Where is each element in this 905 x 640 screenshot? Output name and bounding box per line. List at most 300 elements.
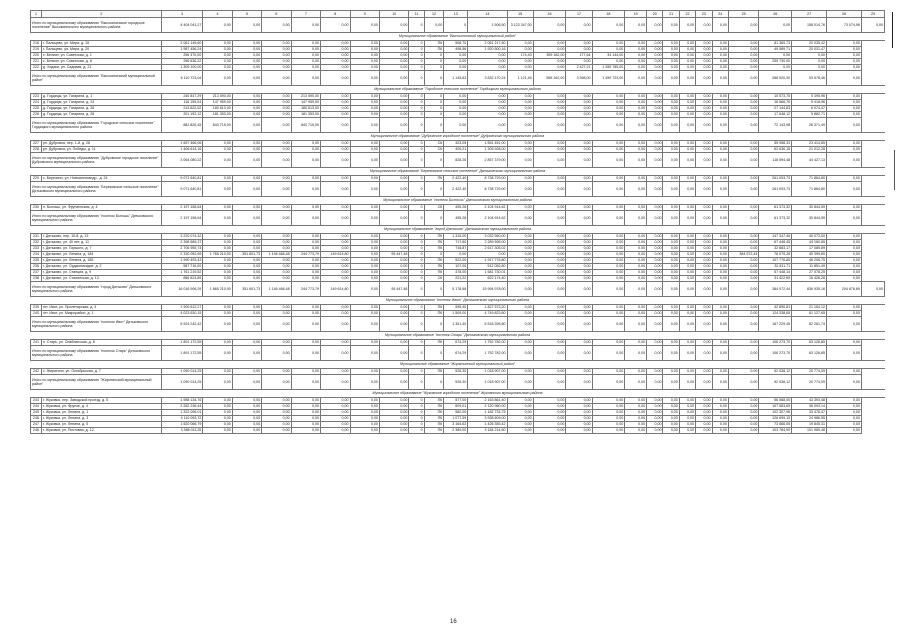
subtotal-value: 843 715,00 [291, 118, 320, 133]
value-cell: 0,00 [232, 398, 261, 404]
value-cell: ПК [424, 264, 444, 270]
value-cell: 0 [409, 106, 424, 112]
value-cell: 0,00 [696, 59, 712, 65]
value-cell: 0,00 [379, 264, 408, 270]
value-cell: 3 164,62 [444, 422, 468, 428]
subtotal-value: 0,00 [533, 211, 566, 226]
subtotal-value: 20 774,09 [792, 375, 827, 390]
value-cell: 0,00 [728, 398, 759, 404]
value-cell: 0,00 [647, 100, 663, 106]
value-cell: 0,00 [203, 305, 232, 311]
address-cell: г. Дятьково, ул. Ленина, д. 185 [41, 258, 161, 264]
value-cell: ПК [424, 422, 444, 428]
value-cell: 21 154,12 [792, 305, 827, 311]
value-cell: 0,00 [291, 398, 320, 404]
value-cell: 214 622,02 [161, 106, 202, 112]
value-cell: 24 986,55 [792, 416, 827, 422]
value-cell: 0,00 [696, 398, 712, 404]
value-cell: 1 406 614,16 [161, 147, 202, 153]
value-cell: 0,00 [350, 410, 379, 416]
value-cell: 0,00 [679, 41, 695, 47]
subtotal-label: Итого по муниципальному образованию "Городское сельское поселение" Гордицкого муниципального района [31, 118, 162, 133]
value-cell: 0,00 [321, 41, 350, 47]
value-cell: 1 920 500,16 [468, 47, 507, 53]
value-cell: 0,00 [321, 147, 350, 153]
value-cell: 0,00 [827, 106, 862, 112]
value-cell: 0,00 [827, 416, 862, 422]
section-title: Муниципальное образование "Жуковское городское поселение" Жуковского муниципального района [31, 390, 885, 398]
row-number: 225 [31, 106, 42, 112]
subtotal-value: 0,00 [507, 182, 533, 197]
value-cell: 0,00 [827, 246, 862, 252]
subtotal-value: 0,00 [663, 375, 679, 390]
value-cell: 0,00 [728, 264, 759, 270]
subtotal-value: 0,00 [827, 153, 862, 168]
value-cell: 0,00 [350, 305, 379, 311]
value-cell: 0,00 [679, 234, 695, 240]
value-cell: 0,00 [663, 264, 679, 270]
value-cell: 359 182,00 [533, 53, 566, 59]
value-cell: 0,00 [533, 276, 566, 282]
value-cell: 1 309 100,00 [161, 65, 202, 71]
value-cell: 0,00 [663, 428, 679, 434]
subtotal-value: 0,00 [625, 346, 647, 361]
value-cell: 0,00 [321, 398, 350, 404]
subtotal-value: 0,00 [203, 71, 232, 86]
value-cell: 0,00 [507, 205, 533, 211]
subtotal-value: 0,00 [663, 71, 679, 86]
subtotal-value: 0,00 [321, 153, 350, 168]
subtotal-value: 0,00 [379, 71, 408, 86]
value-cell: 0,00 [566, 59, 592, 65]
value-cell: 0,00 [592, 106, 625, 112]
value-cell: 0,00 [262, 41, 291, 47]
value-cell: 0 [409, 94, 424, 100]
subtotal-value: 63 126,85 [792, 346, 827, 361]
subtotal-value: 0,00 [647, 375, 663, 390]
value-cell: 1 426 355,42 [468, 422, 507, 428]
value-cell: 0,00 [625, 240, 647, 246]
value-cell: 0,00 [533, 240, 566, 246]
value-cell: 0 [409, 311, 424, 317]
subtotal-value: 0,00 [291, 71, 320, 86]
value-cell: 181 353,00 [291, 112, 320, 118]
value-cell: 1 988 134,76 [161, 398, 202, 404]
value-cell: 0,00 [507, 422, 533, 428]
register-sheet [30, 10, 885, 434]
value-cell: 0,00 [592, 404, 625, 410]
value-cell: 0,00 [379, 234, 408, 240]
value-cell: ПК [424, 410, 444, 416]
value-cell: 0,00 [647, 428, 663, 434]
value-cell: 147 347,45 [759, 234, 792, 240]
value-cell: 0,00 [203, 410, 232, 416]
subtotal-value: X [424, 182, 444, 197]
subtotal-value: 1 865 210,00 [203, 282, 232, 297]
value-cell: 0,00 [792, 65, 827, 71]
subtotal-value: 52 538,12 [759, 375, 792, 390]
value-cell: 0,00 [647, 246, 663, 252]
value-cell: 0,00 [663, 252, 679, 258]
value-cell: 0,00 [566, 410, 592, 416]
address-cell: г. Дятьково, ул. Орджоникидзе, д. 2 [41, 264, 161, 270]
value-cell: 0,00 [625, 416, 647, 422]
value-cell: 0,00 [712, 234, 728, 240]
value-cell: 0,00 [507, 258, 533, 264]
value-cell: 1 182 734,75 [468, 410, 507, 416]
subtotal-value: 0,00 [625, 71, 647, 86]
value-cell: 0,00 [647, 252, 663, 258]
value-cell: 0,00 [507, 234, 533, 240]
subtotal-value: 0,00 [379, 317, 408, 332]
value-cell: 0,00 [232, 41, 261, 47]
value-cell: 107 583,65 [759, 404, 792, 410]
column-number-cell: 5 [232, 11, 261, 18]
value-cell: 0,00 [507, 106, 533, 112]
value-cell: 0 [409, 112, 424, 118]
value-cell: 0,00 [647, 340, 663, 346]
value-cell: 0,00 [350, 106, 379, 112]
value-cell: 3 388 011,25 [161, 428, 202, 434]
value-cell: 595,40 [444, 305, 468, 311]
value-cell: 0,00 [827, 410, 862, 416]
value-cell: 0,00 [291, 422, 320, 428]
value-cell: 0,00 [507, 428, 533, 434]
row-number: 230 [31, 205, 42, 211]
subtotal-value: 158 014,76 [792, 18, 827, 33]
subtotal-value: 828,26 [444, 153, 468, 168]
value-cell: 4 023 630,15 [161, 311, 202, 317]
value-cell: 0 [409, 147, 424, 153]
value-cell: 0,00 [728, 410, 759, 416]
value-cell: 0 [409, 340, 424, 346]
value-cell: 0,00 [262, 369, 291, 375]
column-number-cell: 22 [679, 11, 695, 18]
value-cell: 0,00 [232, 416, 261, 422]
value-cell: 0 [409, 264, 424, 270]
municipality-section-header [31, 133, 885, 141]
value-cell: 0,00 [728, 65, 759, 71]
value-cell: 0,00 [350, 311, 379, 317]
subtotal-value: 15 994 978,00 [468, 282, 507, 297]
value-cell: 0,00 [827, 100, 862, 106]
subtotal-value: 0,00 [647, 346, 663, 361]
value-cell: 0,00 [566, 252, 592, 258]
value-cell: 0 [409, 416, 424, 422]
subtotal-value: 0,00 [533, 118, 566, 133]
value-cell: 0,00 [291, 270, 320, 276]
column-number-cell: 13 [444, 11, 468, 18]
subtotal-value: 674,29 [444, 346, 468, 361]
section-title: Муниципальное образование "город Дятьково" Дятьковского муниципального района [31, 226, 885, 234]
value-cell: 40 399,60 [792, 252, 827, 258]
column-number-cell: 1 [31, 11, 42, 18]
subtotal-value: 1 090 014,25 [161, 375, 202, 390]
value-cell: 0 [409, 398, 424, 404]
value-cell: 0,00 [647, 94, 663, 100]
value-cell: 0,00 [647, 416, 663, 422]
subtotal-value: 0,00 [712, 211, 728, 226]
value-cell: 0,00 [468, 112, 507, 118]
subtotal-value: 0,00 [379, 182, 408, 197]
value-cell: 0,00 [262, 311, 291, 317]
value-cell: 23 414,85 [792, 141, 827, 147]
value-cell: 0,00 [533, 270, 566, 276]
subtotal-value: 0,00 [321, 375, 350, 390]
subtotal-value: 5 178,68 [444, 282, 468, 297]
value-cell: X [424, 252, 444, 258]
value-cell: 674,29 [444, 340, 468, 346]
value-cell: 0,00 [663, 47, 679, 53]
value-cell: 0,00 [291, 47, 320, 53]
row-number: 222 [31, 65, 42, 71]
value-cell: 0,00 [696, 100, 712, 106]
value-cell: 0,00 [203, 59, 232, 65]
value-cell: 0,00 [679, 410, 695, 416]
value-cell: 0,00 [507, 240, 533, 246]
subtotal-value: 167 229,45 [759, 317, 792, 332]
value-cell: 0,00 [533, 112, 566, 118]
value-cell: 0,00 [350, 41, 379, 47]
value-cell: 81 369,73 [759, 41, 792, 47]
value-cell: 0,00 [647, 59, 663, 65]
section-title: Муниципальное образование "поселок Ивот" Дятьковского муниципального района [31, 297, 885, 305]
subtotal-value: 0,00 [712, 153, 728, 168]
subtotal-value: 0,00 [468, 118, 507, 133]
subtotal-value: 0 [409, 346, 424, 361]
subtotal-value: 0,00 [350, 211, 379, 226]
address-cell: п. Бытошь, ул. Фрунзенская, д. 4 [41, 205, 161, 211]
value-cell: 0,00 [566, 270, 592, 276]
value-cell: 0,00 [592, 258, 625, 264]
value-cell: 577,00 [444, 398, 468, 404]
subtotal-value: 0,00 [232, 182, 261, 197]
value-cell: 0,00 [321, 176, 350, 182]
value-cell: 0,00 [321, 416, 350, 422]
subtotal-value: 0,00 [712, 18, 728, 33]
subtotal-value: 0,00 [262, 375, 291, 390]
subtotal-value: 0,00 [679, 71, 695, 86]
value-cell: 32 683,17 [759, 246, 792, 252]
value-cell: ПК [424, 416, 444, 422]
subtotal-value: 4 404 041,27 [161, 18, 202, 33]
value-cell: 0,00 [696, 369, 712, 375]
subtotal-value: 0,00 [291, 211, 320, 226]
subtotal-value: 0,00 [679, 282, 695, 297]
value-cell: 0,00 [625, 369, 647, 375]
column-number-cell: 14 [468, 11, 507, 18]
subtotal-value: 0,00 [696, 375, 712, 390]
value-cell: 0,00 [379, 428, 408, 434]
value-cell: 0,00 [712, 264, 728, 270]
subtotal-value: 2 104 914,62 [468, 211, 507, 226]
subtotal-value: 0,00 [533, 18, 566, 33]
value-cell: 0,00 [232, 100, 261, 106]
subtotal-value: 0,00 [507, 211, 533, 226]
value-cell: 0,00 [647, 369, 663, 375]
subtotal-value: 0,00 [728, 153, 759, 168]
value-cell: 0,00 [203, 428, 232, 434]
value-cell: 0,00 [232, 205, 261, 211]
value-cell: 0,00 [507, 404, 533, 410]
value-cell: 0 [409, 422, 424, 428]
value-cell: 0,00 [827, 264, 862, 270]
value-cell: 3 938 609,00 [468, 416, 507, 422]
value-cell: 0,00 [291, 311, 320, 317]
value-cell: 0,00 [262, 47, 291, 53]
value-cell: 0 [409, 59, 424, 65]
subtotal-value: 0 [409, 18, 424, 33]
value-cell: 0,00 [321, 141, 350, 147]
value-cell: 0,00 [625, 41, 647, 47]
value-cell: 580,00 [444, 410, 468, 416]
value-cell: 0,00 [291, 147, 320, 153]
value-cell: 0,00 [827, 147, 862, 153]
value-cell: 0,00 [696, 311, 712, 317]
value-cell: 0,00 [712, 311, 728, 317]
value-cell: 0,00 [728, 147, 759, 153]
value-cell: 0,00 [712, 428, 728, 434]
value-cell: 0,00 [203, 47, 232, 53]
value-cell: 0,00 [232, 141, 261, 147]
value-cell: 0,00 [262, 147, 291, 153]
value-cell: 0,00 [291, 246, 320, 252]
subtotal-value: 1 351,40 [444, 317, 468, 332]
value-cell: 73 866,05 [759, 422, 792, 428]
value-cell: 17 089,89 [792, 246, 827, 252]
municipality-section-header [31, 33, 885, 41]
value-cell: 0,00 [592, 234, 625, 240]
value-cell: 0,00 [592, 311, 625, 317]
value-cell: 61 127,65 [792, 311, 827, 317]
value-cell: 0,00 [663, 59, 679, 65]
subtotal-label: Итого по муниципальному образованию "Жирятинский муниципальный район" [31, 375, 162, 390]
value-cell: 423,05 [444, 141, 468, 147]
subtotal-value: 0,00 [647, 282, 663, 297]
row-number: 229 [31, 176, 42, 182]
value-cell: 0,00 [759, 65, 792, 71]
value-cell: 0,00 [232, 53, 261, 59]
value-cell: 0,00 [321, 404, 350, 410]
subtotal-value: 0,00 [728, 282, 759, 297]
value-cell: 40 073,00 [792, 234, 827, 240]
value-cell: 1 681 730,01 [468, 270, 507, 276]
value-cell: 0,00 [350, 369, 379, 375]
value-cell: 0,00 [262, 276, 291, 282]
value-cell: 147 959,00 [291, 100, 320, 106]
value-cell: 0,00 [566, 141, 592, 147]
subtotal-value: 0,00 [647, 118, 663, 133]
value-cell: 116 155,04 [161, 100, 202, 106]
value-cell: 0,00 [379, 410, 408, 416]
subtotal-value: 0,00 [291, 18, 320, 33]
subtotal-value: 0,00 [379, 18, 408, 33]
value-cell: 0,00 [566, 41, 592, 47]
value-cell: 0,00 [262, 398, 291, 404]
value-cell: 0,00 [663, 404, 679, 410]
subtotal-value: 0,00 [350, 182, 379, 197]
value-cell: 0,00 [679, 141, 695, 147]
value-cell: 0,00 [262, 340, 291, 346]
subtotal-value: 0 [409, 71, 424, 86]
value-cell: 0,00 [262, 94, 291, 100]
value-cell: 0,00 [696, 270, 712, 276]
value-cell: 0,00 [379, 311, 408, 317]
value-cell: 0,00 [507, 369, 533, 375]
subtotal-value: 0,00 [232, 71, 261, 86]
row-number: 227 [31, 141, 42, 147]
column-number-cell: 12 [424, 11, 444, 18]
value-cell: 0,00 [625, 398, 647, 404]
value-cell: 0,00 [625, 112, 647, 118]
value-cell: 0,00 [728, 176, 759, 182]
value-cell: 0,00 [533, 147, 566, 153]
value-cell: 0,00 [696, 410, 712, 416]
value-cell: 0,00 [321, 276, 350, 282]
value-cell: 9 071 640,81 [161, 176, 202, 182]
value-cell: 0,00 [827, 176, 862, 182]
value-cell: 0,00 [625, 264, 647, 270]
address-cell: д. Гордицы, ул. Гагарина, д. 1 [41, 94, 161, 100]
subtotal-value: 0,00 [379, 153, 408, 168]
value-cell: 495,28 [444, 205, 468, 211]
subtotal-value: 0,00 [712, 282, 728, 297]
value-cell: 67 448,45 [759, 240, 792, 246]
value-cell: 0,00 [679, 422, 695, 428]
value-cell: 0,00 [350, 252, 379, 258]
value-cell: 0,00 [321, 240, 350, 246]
value-cell: 2 197 158,64 [161, 205, 202, 211]
row-number: 224 [31, 100, 42, 106]
value-cell: 0,00 [696, 246, 712, 252]
municipality-section-header [31, 226, 885, 234]
value-cell: 30 844,59 [792, 205, 827, 211]
value-cell: 0 [409, 369, 424, 375]
subtotal-value: 0,00 [321, 346, 350, 361]
value-cell: 0,00 [262, 416, 291, 422]
value-cell: 0,00 [663, 246, 679, 252]
subtotal-value: 526,30 [444, 375, 468, 390]
value-cell: X [424, 94, 444, 100]
value-cell: 44 160,85 [792, 240, 827, 246]
column-number-cell: 11 [409, 11, 424, 18]
value-cell: 1 520 066,79 [161, 422, 202, 428]
subtotal-value: 0,00 [647, 71, 663, 86]
value-cell: 0,00 [827, 65, 862, 71]
value-cell: 0,00 [592, 252, 625, 258]
value-cell: 0,00 [663, 422, 679, 428]
value-cell: ПК [424, 398, 444, 404]
value-cell: 351 601,73 [232, 252, 261, 258]
value-cell: 0,00 [291, 428, 320, 434]
subtotal-value: 0,00 [203, 375, 232, 390]
value-cell: 0,00 [679, 311, 695, 317]
value-cell: 0,00 [696, 416, 712, 422]
row-number: 226 [31, 112, 42, 118]
value-cell: 498,56 [444, 47, 468, 53]
subtotal-value: 0,00 [379, 118, 408, 133]
value-cell: 0,00 [728, 340, 759, 346]
value-cell: 0,00 [533, 41, 566, 47]
value-cell: 0,00 [712, 41, 728, 47]
row-number: 242 [31, 369, 42, 375]
value-cell: 0,00 [647, 65, 663, 71]
subtotal-value: 565 162,00 [533, 71, 566, 86]
value-cell: 0,00 [712, 305, 728, 311]
value-cell: 0,00 [647, 404, 663, 410]
subtotal-value: 0,00 [625, 182, 647, 197]
value-cell: 2 706 955,74 [161, 246, 202, 252]
